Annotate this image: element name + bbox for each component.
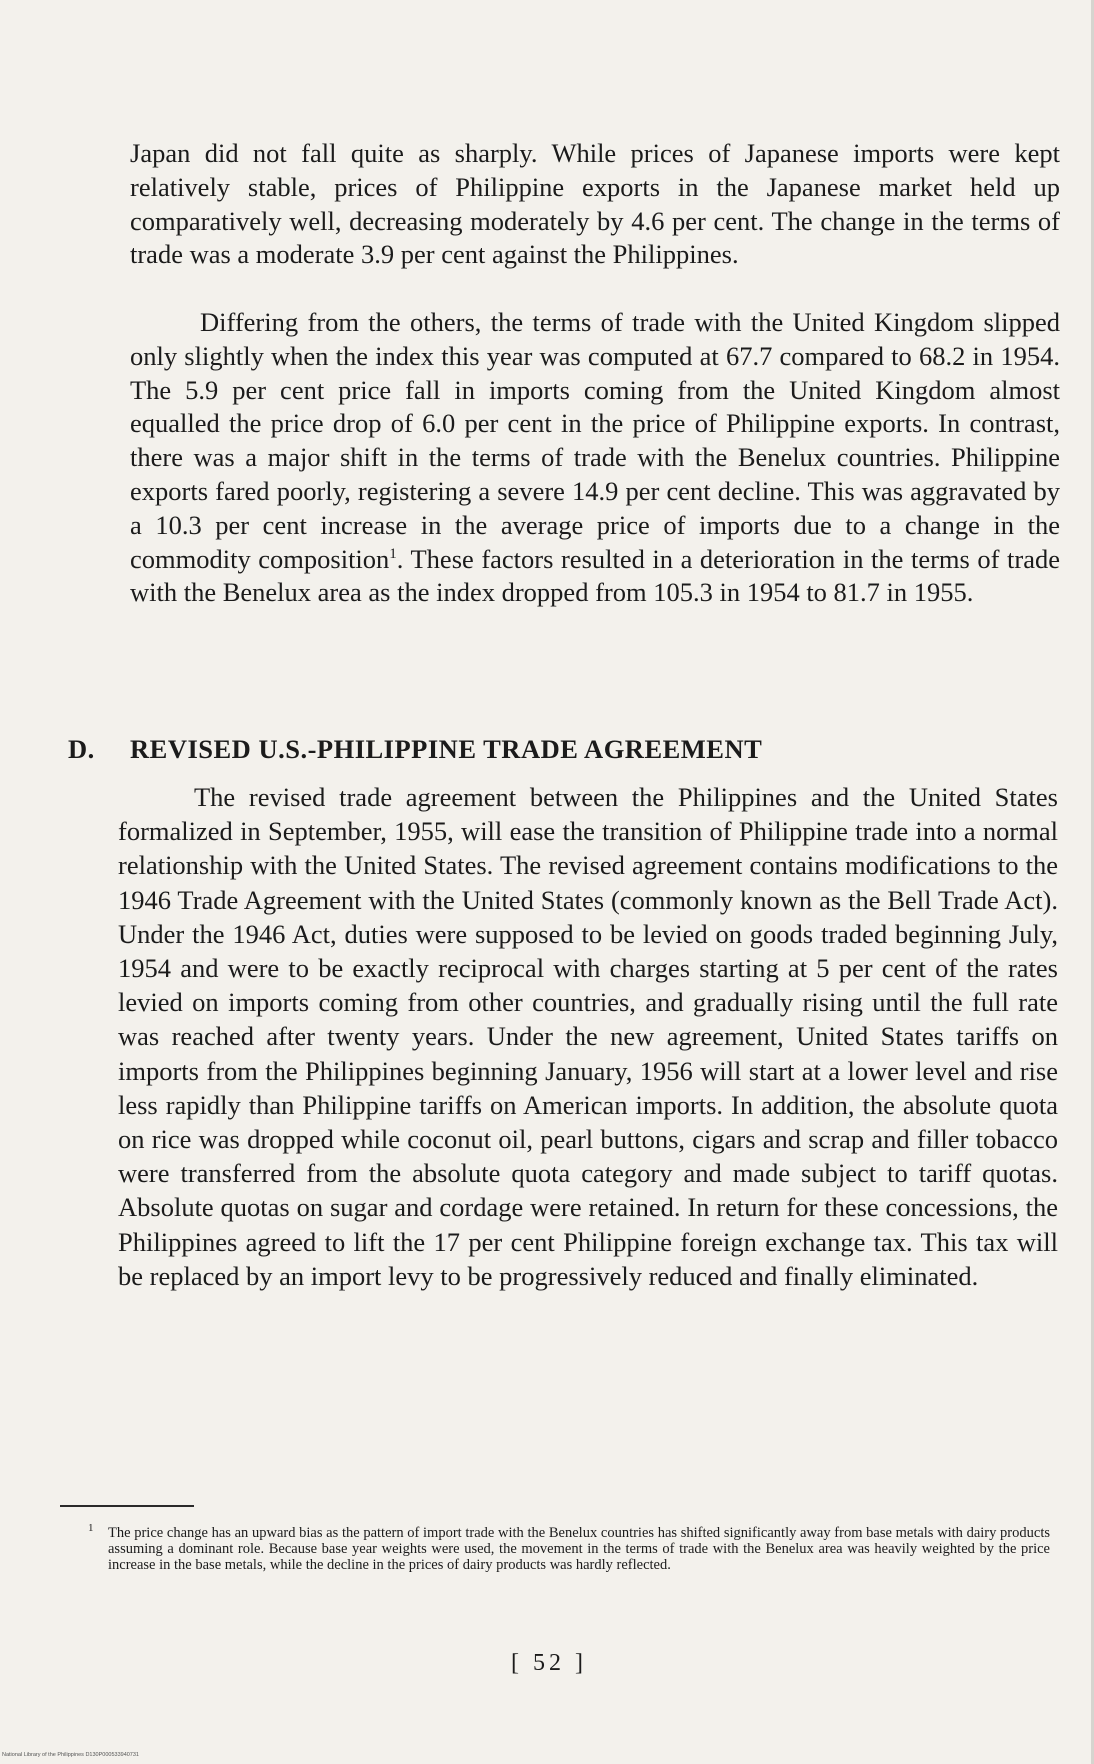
paragraph-trade-agreement: The revised trade agreement between the Philippines and the United States formalized in September, 1955, will ease the transition of Philippine trade into a normal relationship with the United States. The revised agreement contains modifications to the 1946 Trade Agreement with the United States (commonly known as the Bell Trade Act). Under the 1946 Act, duties were supposed to be levied on goods traded beginning July, 1954 and were to be exactly reciprocal with charges starting at 5 per cent of the rates levied on imports coming from other countries, and gradually rising until the full rate was reached after twenty years. Under the new agreement, United States tariffs on imports from the Philippines beginning January, 1956 will start at a lower level and rise less rapidly than Philippine tariffs on American imports. In addition, the absolute quota on rice was dropped while coconut oil, pearl buttons, cigars and scrap and filler tobacco were transferred from the absolute quota category and made subject to tariff quotas. Absolute quotas on sugar and cordage were retained. In return for these concessions, the Philippines agreed to lift the 17 per cent Philippine foreign exchange tax. This tax will be replaced by an import levy to be progressively reduced and finally eliminated. [118,782,1058,1291]
archive-note: National Library of the Philippines D130P000533940731 [2,1752,139,1758]
footnote-reference: 1 [389,545,397,562]
paragraph-united-kingdom-benelux [130,306,1060,610]
paragraph-text-continued: . These factors resulted in a deterioration in the terms of trade with the Benelux area as the index dropped from 105.3 in 1954 to 81.7 in 1955. [130,543,1060,608]
section-letter: D. [68,734,95,764]
footnote: 1 The price change has an upward bias as the pattern of import trade with the Benelux countries has shifted significantly away from base metals with dairy products assuming a dominant role. Because base year weights were used, the movement in the terms of trade with the Benelux area was heavily weighted by the price increase in the base metals, while the decline in the prices of dairy products was hardly reflected. [88,1522,1050,1573]
paragraph-japan: Japan did not fall quite as sharply. While prices of Japanese imports were kept relatively stable, prices of Philippine exports in the Japanese market held up comparatively well, decreasing moderately by 4.6 per cent. The change in the terms of trade was a moderate 3.9 per cent against the Philippines. [130,138,1060,270]
footnote-text: The price change has an upward bias as the pattern of import trade with the Benelux countries has shifted significantly away from base metals with dairy products assuming a dominant role. Because base year weights were used, the movement in the terms of trade with the Benelux area was heavily weighted by the price increase in the base metals, while the decline in the prices of dairy products was hardly reflected. [108,1525,1050,1573]
page-number: [ 52 ] [511,1650,587,1676]
footnote-divider [60,1505,194,1507]
paragraph-text: Differing from the others, the terms of trade with the United Kingdom slipped only slightly when the index this year was computed at 67.7 compared to 68.2 in 1954. The 5.9 per cent price fall in imports coming from the United Kingdom almost equalled the price drop of 6.0 per cent in the price of Philippine exports. In contrast, there was a major shift in the terms of trade with the Benelux countries. Philippine exports fared poorly, registering a severe 14.9 per cent decline. This was aggravated by a 10.3 per cent increase in the average price of imports due to a change in the commodity composition [130,307,1060,574]
section-title: REVISED U.S.-PHILIPPINE TRADE AGREEMENT [130,734,763,764]
section-heading [68,732,1028,766]
